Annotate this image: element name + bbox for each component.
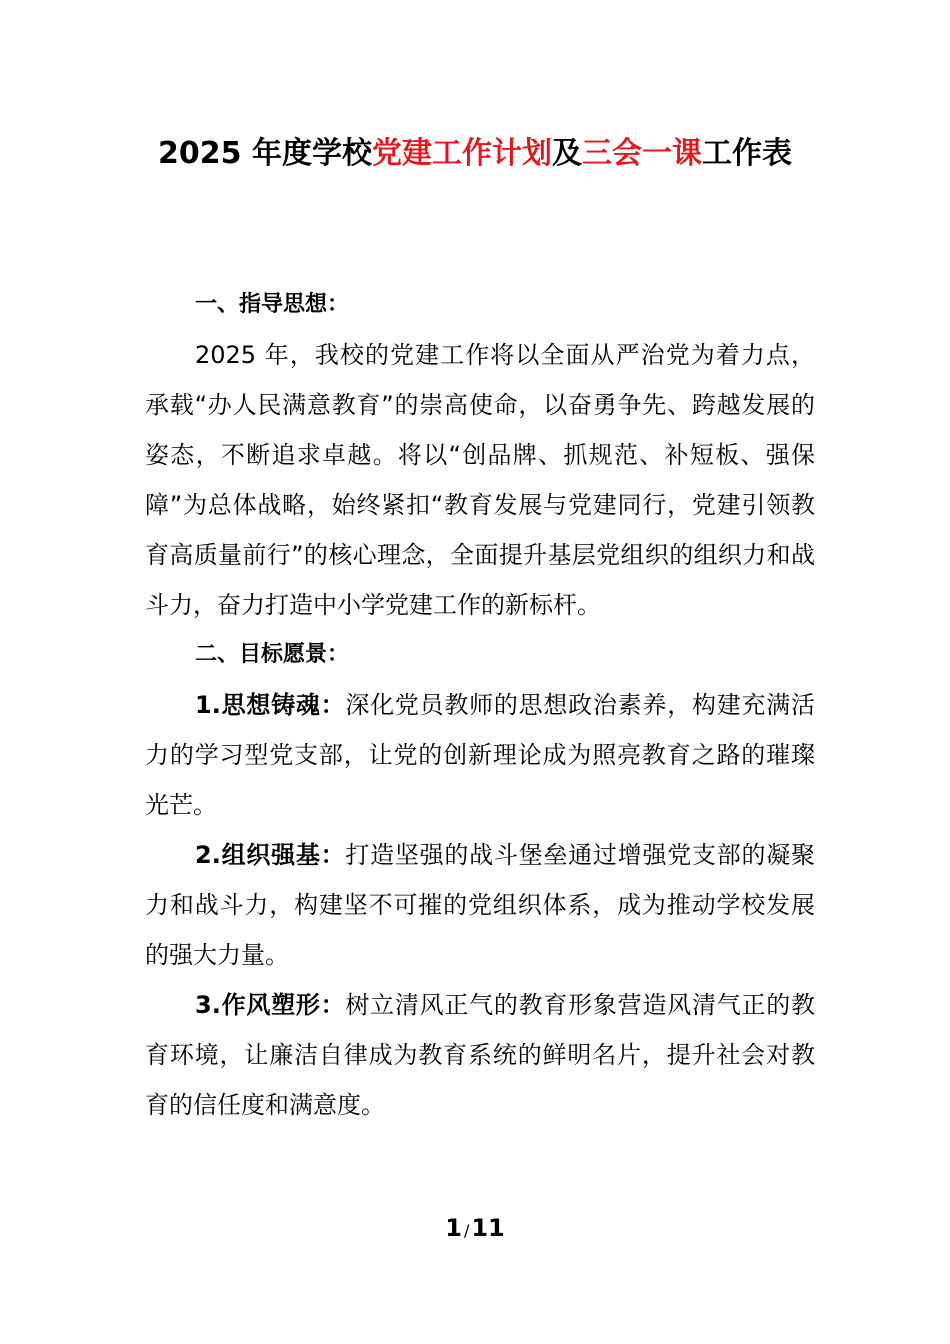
goal-2-text: 打造坚强的战斗堡垒通过增强党支部的凝聚力和战斗力，构建坚不可摧的党组织体系，成为推动学校发展的强大力量。	[145, 841, 815, 969]
title-part-1: 2025 年度学校	[158, 136, 372, 171]
page-separator: /	[463, 1221, 470, 1240]
paragraph-goal-3	[145, 980, 815, 1130]
paragraph-goal-2	[145, 830, 815, 980]
page-title	[140, 130, 810, 178]
goal-2-label: 2.组织强基：	[195, 841, 346, 869]
title-part-3: 及	[551, 136, 582, 171]
goal-1-text: 深化党员教师的思想政治素养，构建充满活力的学习型党支部，让党的创新理论成为照亮教育之路的璀璨光芒。	[145, 691, 815, 819]
goal-1-label: 1.思想铸魂：	[195, 691, 346, 719]
section-heading-goals: 二、目标愿景：	[195, 642, 350, 667]
paragraph-goal-1	[145, 680, 815, 830]
page-number	[0, 1206, 950, 1253]
goal-3-label: 3.作风塑形：	[195, 991, 346, 1019]
document-body	[145, 280, 815, 1130]
title-highlight-party-plan: 党建工作计划	[371, 136, 552, 171]
title-highlight-three-meetings: 三会一课	[581, 136, 702, 171]
title-part-5: 工作表	[701, 136, 792, 171]
total-pages: 11	[471, 1214, 505, 1242]
current-page: 1	[445, 1214, 462, 1242]
section-heading-guiding: 一、指导思想：	[195, 292, 350, 317]
goal-3-text: 树立清风正气的教育形象营造风清气正的教育环境，让廉洁自律成为教育系统的鲜明名片，提升社会对教育的信任度和满意度。	[145, 991, 815, 1119]
paragraph-guiding: 2025 年，我校的党建工作将以全面从严治党为着力点，承载“办人民满意教育”的崇高使命，以奋勇争先、跨越发展的姿态，不断追求卓越。将以“创品牌、抓规范、补短板、强保障”为总体战略，始终紧扣“教育发展与党建同行，党建引领教育高质量前行”的核心理念，全面提升基层党组织的组织力和战斗力，奋力打造中小学党建工作的新标杆。	[145, 341, 815, 619]
